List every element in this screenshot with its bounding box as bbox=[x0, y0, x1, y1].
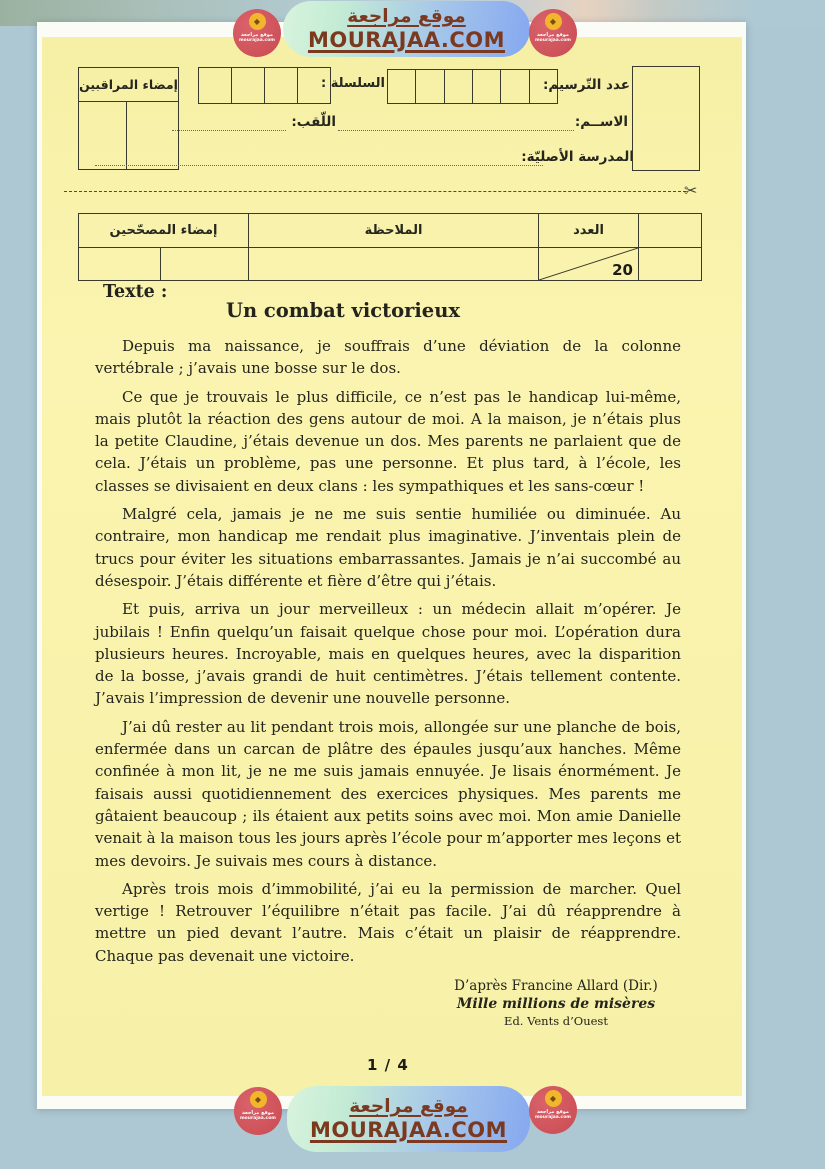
attribution-publisher: Ed. Vents d’Ouest bbox=[504, 1014, 608, 1029]
corrector-signature-cell bbox=[161, 248, 248, 280]
texte-heading: Texte : bbox=[103, 282, 168, 302]
registration-digit-cell bbox=[473, 70, 501, 103]
correctors-signature-cells bbox=[79, 247, 248, 280]
scissors-icon: ✂ bbox=[684, 181, 698, 200]
surname-label: اللّقب: bbox=[291, 114, 336, 130]
empty-cell bbox=[638, 247, 701, 280]
attribution-work-title: Mille millions de misères bbox=[456, 996, 656, 1013]
document-body bbox=[95, 282, 681, 1074]
header-brand-domain-link[interactable]: MOURAJAA.COM bbox=[307, 28, 506, 52]
candidate-number-box bbox=[632, 66, 700, 171]
logo-book-icon: ◆ bbox=[249, 13, 266, 30]
registration-digit-cell bbox=[416, 70, 444, 103]
header-right-logo: ◆ موقع مراجعة mourajaa.com bbox=[529, 9, 577, 57]
footer-brand-domain-link[interactable]: MOURAJAA.COM bbox=[309, 1118, 508, 1142]
first-name-label: الاســم: bbox=[574, 114, 628, 130]
header-brand-arabic-link[interactable]: موقع مراجعة bbox=[347, 6, 466, 27]
empty-header-cell bbox=[638, 214, 701, 247]
series-digit-cell bbox=[199, 68, 232, 103]
header-brand-banner bbox=[283, 1, 530, 57]
first-name-line bbox=[338, 114, 574, 131]
correctors-signature-header: إمضاء المصحّحين bbox=[109, 223, 218, 238]
registration-digit-boxes bbox=[387, 69, 558, 104]
series-digit-boxes bbox=[198, 67, 331, 104]
corrector-signature-cell bbox=[79, 248, 161, 280]
supervisors-signature-label: إمضاء المراقبين bbox=[79, 77, 178, 92]
logo-book-icon: ◆ bbox=[545, 13, 562, 30]
attribution-author: D’après Francine Allard (Dir.) bbox=[454, 978, 658, 995]
registration-digit-cell bbox=[388, 70, 416, 103]
header-left-logo: ◆ موقع مراجعة mourajaa.com bbox=[233, 9, 281, 57]
footer-left-logo: ◆ موقع مراجعة mourajaa.com bbox=[234, 1087, 282, 1135]
paragraph: J’ai dû rester au lit pendant trois mois, allongée sur une planche de bois, enfermée dans un carcan de plâtre des épaules jusqu’aux hanches. Même confinée à mon lit, je ne me suis jamais ennuyée. Je lisais énormément. Je faisais aussi quotidiennement des exercices physiques. Mes parents me gâtaient beaucoup ; ils étaient aux petits soins avec moi. Mon amie Danielle venait à la maison tous les jours après l’école pour m’apporter mes leçons et mes devoirs. Je suivais mes cours à distance. bbox=[95, 717, 681, 870]
series-label: السلسلة : bbox=[320, 76, 385, 91]
remark-header: الملاحظة bbox=[248, 214, 538, 247]
original-school-label: المدرسة الأصليّة: bbox=[521, 149, 634, 165]
score-header: العدد bbox=[538, 214, 638, 247]
attribution-block bbox=[441, 977, 671, 1030]
registration-digit-cell bbox=[445, 70, 473, 103]
paragraph: Malgré cela, jamais je ne me suis sentie humiliée ou diminuée. Au contraire, mon handicap me rendait plus imaginative. J’inventais plein de trucs pour éviter les situations embarrassantes. Jamais je n’ai succombé au désespoir. J’étais différente et fière d’être qui j’étais. bbox=[95, 505, 681, 590]
logo-book-icon: ◆ bbox=[250, 1091, 267, 1108]
footer-brand-banner bbox=[287, 1086, 530, 1152]
footer-right-logo: ◆ موقع مراجعة mourajaa.com bbox=[529, 1086, 577, 1134]
series-digit-cell bbox=[265, 68, 298, 103]
score-cell bbox=[538, 247, 638, 280]
paragraph: Ce que je trouvais le plus difficile, ce n’est pas le handicap lui-même, mais plutôt la réaction des gens autour de moi. A la maison, je n’étais plus la petite Claudine, j’étais devenue un dos. Mes parents ne parlaient que de cela. J’étais un problème, pas une personne. Et plus tard, à l’école, les classes se divisaient en deux clans : les sympathiques et les sans-cœur ! bbox=[95, 387, 681, 495]
registration-digit-cell bbox=[501, 70, 529, 103]
paragraph: Après trois mois d’immobilité, j’ai eu la permission de marcher. Quel vertige ! Retrouver l’équilibre n’était pas facile. J’ai dû réapprendre à mettre un pied devant l’autre. Mais c’était un plaisir de réapprendre. Chaque pas devenait une victoire. bbox=[95, 879, 681, 965]
cut-dashed-line bbox=[64, 191, 686, 192]
registration-number-label: عدد التّرسيم: bbox=[542, 77, 630, 93]
paragraph: Et puis, arriva un jour merveilleux : un médecin allait m’opérer. Je jubilais ! Enfin quelqu’un faisait quelque chose pour moi. L’opération dura plusieurs heures. Incroyable, mais en quelques heures, avec la disparition de la bosse, j’avais grandi de huit centimètres. J’étais tellement contente. J’avais l’impression de devenir une nouvelle personne. bbox=[95, 600, 681, 708]
text-title: Un combat victorieux bbox=[225, 299, 461, 322]
remark-cell bbox=[248, 247, 538, 280]
footer-brand-arabic-link[interactable]: موقع مراجعة bbox=[349, 1096, 468, 1117]
logo-book-icon: ◆ bbox=[545, 1090, 562, 1107]
grading-table bbox=[78, 213, 702, 281]
series-digit-cell bbox=[232, 68, 265, 103]
surname-line bbox=[172, 114, 286, 131]
original-school-line bbox=[95, 149, 543, 166]
max-score-value: 20 bbox=[612, 261, 633, 279]
page-number: 1 / 4 bbox=[367, 1055, 409, 1074]
paragraph: Depuis ma naissance, je souffrais d’une déviation de la colonne vertébrale ; j’avais une bosse sur le dos. bbox=[95, 337, 681, 378]
